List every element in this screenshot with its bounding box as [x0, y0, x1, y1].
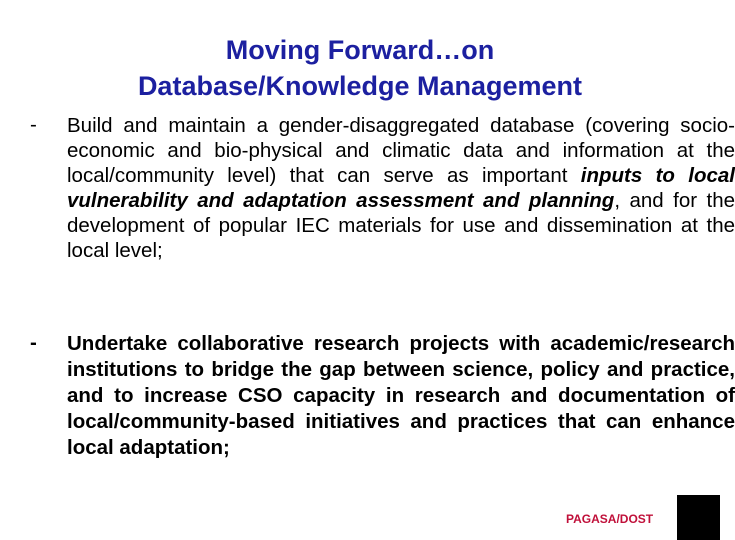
- bullet-text-end: , and for the development of popular IEC materials for use and dissemination at the local level;: [67, 189, 735, 262]
- bullet-text-start: Build and maintain a gender-disaggregated database (covering socio-economic and bio-physical and climatic data and information at the local/community level) that can serve as important: [67, 114, 735, 187]
- bullet-text: Undertake collaborative research projects with academic/research institutions to bridge the gap between science, policy and practice, and to increase CSO capacity in research and documentation of local/community-based initiatives and practices that can enhance local adaptation;: [67, 332, 735, 459]
- slide-title-line-2: Database/Knowledge Management: [137, 71, 583, 101]
- slide-title: [0, 32, 720, 104]
- bullet-marker: -: [30, 113, 37, 136]
- corner-block: [677, 495, 720, 540]
- footer-label: PAGASA/DOST: [566, 512, 654, 526]
- bullet-text: [67, 113, 735, 263]
- bullet-marker: -: [30, 331, 37, 354]
- slide-title-line-1: Moving Forward…on: [225, 35, 495, 65]
- bullet-text-emphasis: inputs to local vulnerability and adaptation assessment and planning: [67, 164, 735, 212]
